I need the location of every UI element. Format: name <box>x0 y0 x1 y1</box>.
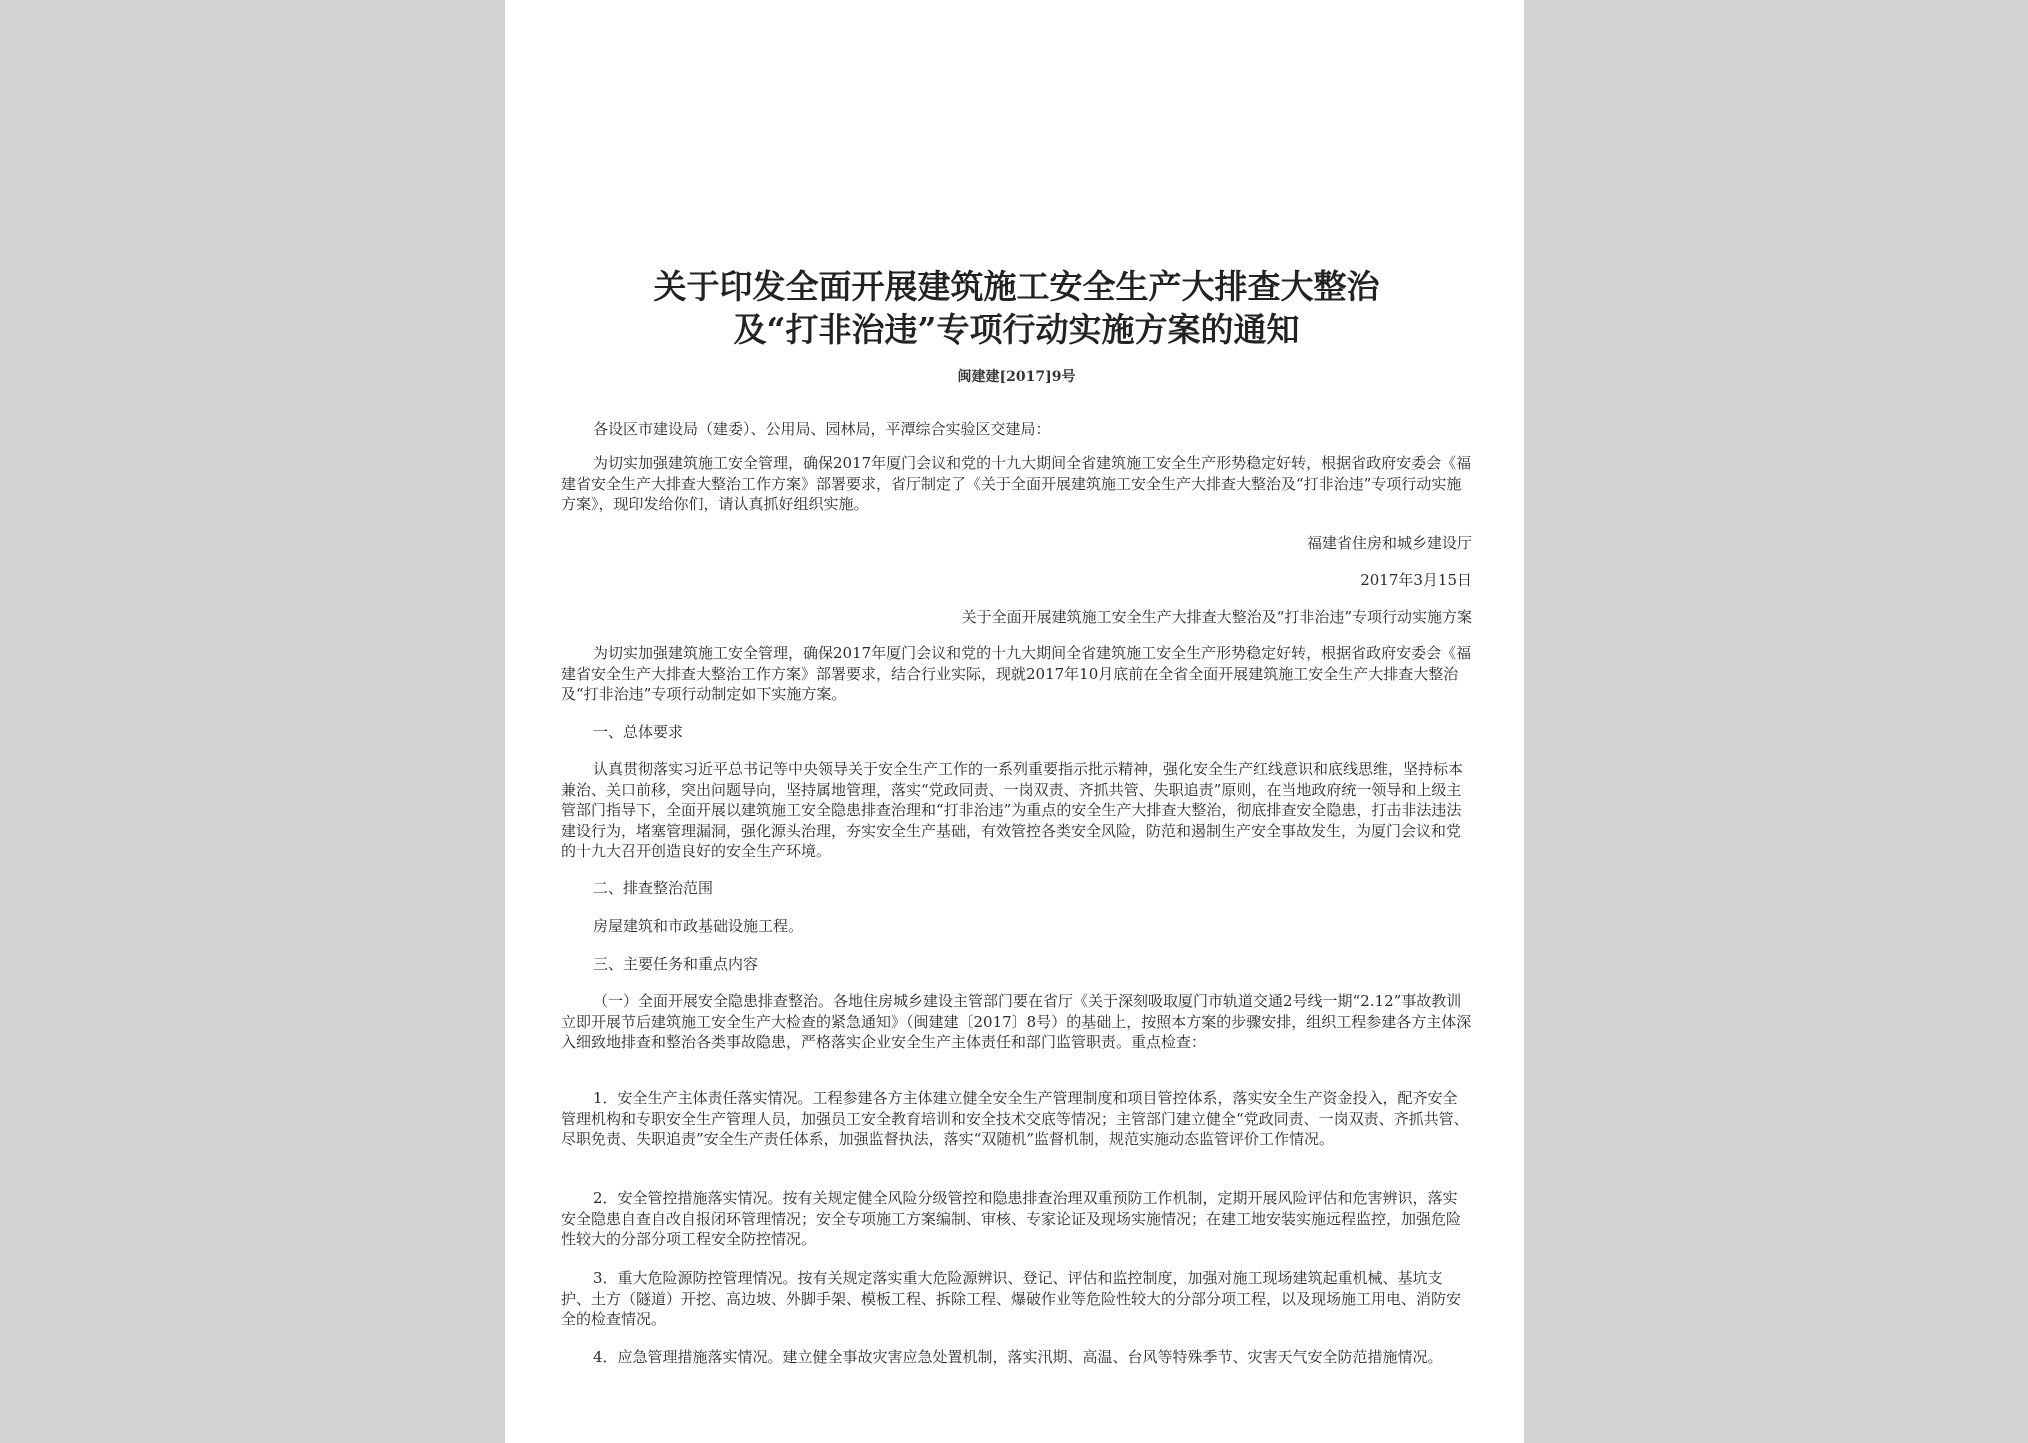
purpose-paragraph: 为切实加强建筑施工安全管理，确保2017年厦门会议和党的十九大期间全省建筑施工安全生产形势稳定好转，根据省政府安委会《福建省安全生产大排查大整治工作方案》部署要求，结合行业实际，现就2017年10月底前在全省全面开展建筑施工安全生产大排查大整治及“打非治违”专项行动制定如下实施方案。 <box>561 644 1472 703</box>
section-2-paragraph: 房屋建筑和市政基础设施工程。 <box>593 917 804 935</box>
salutation: 各设区市建设局（建委）、公用局、园林局，平潭综合实验区交建局： <box>593 420 1051 438</box>
section-heading-3: 三、主要任务和重点内容 <box>593 955 759 973</box>
document-number: 闽建建[2017]9号 <box>957 369 1076 385</box>
section-1-paragraph: 认真贯彻落实习近平总书记等中央领导关于安全生产工作的一系列重要指示批示精神，强化安全生产红线意识和底线思维，坚持标本兼治、关口前移，突出问题导向，坚持属地管理，落实“党政同责、一岗双责、齐抓共管、失职追责”原则，在当地政府统一领导和上级主管部门指导下，全面开展以建筑施工安全隐患排查治理和“打非治违”为重点的安全生产大排查大整治，彻底排查安全隐患，打击非法违法建设行为，堵塞管理漏洞，强化源头治理，夯实安全生产基础，有效管控各类安全风险，防范和遏制生产安全事故发生，为厦门会议和党的十九大召开创造良好的安全生产环境。 <box>561 760 1464 860</box>
intro-paragraph: 为切实加强建筑施工安全管理，确保2017年厦门会议和党的十九大期间全省建筑施工安全生产形势稳定好转，根据省政府安委会《福建省安全生产大排查大整治工作方案》部署要求，省厅制定了《关于全面开展建筑施工安全生产大排查大整治及“打非治违”专项行动实施方案》，现印发给你们，请认真抓好组织实施。 <box>561 454 1472 513</box>
task-item-3: 3．重大危险源防控管理情况。按有关规定落实重大危险源辨识、登记、评估和监控制度，加强对施工现场建筑起重机械、基坑支护、土方（隧道）开挖、高边坡、外脚手架、模板工程、拆除工程、爆破作业等危险性较大的分部分项工程，以及现场施工用电、消防安全的检查情况。 <box>561 1269 1462 1328</box>
attachment-title: 关于全面开展建筑施工安全生产大排查大整治及“打非治违”专项行动实施方案 <box>961 608 1472 626</box>
document-page <box>505 0 1524 1443</box>
task-item-4: 4．应急管理措施落实情况。建立健全事故灾害应急处置机制，落实汛期、高温、台风等特殊季节、灾害天气安全防范措施情况。 <box>593 1348 1443 1366</box>
task-item-1: 1．安全生产主体责任落实情况。工程参建各方主体建立健全安全生产管理制度和项目管控体系，落实安全生产资金投入，配齐安全管理机构和专职安全生产管理人员，加强员工安全教育培训和安全技术交底等情况；主管部门建立健全“党政同责、一岗双责、齐抓共管、尽职免责、失职追责”安全生产责任体系，加强监督执法，落实“双随机”监督机制，规范实施动态监管评价工作情况。 <box>561 1089 1469 1148</box>
document-title-line1: 关于印发全面开展建筑施工安全生产大排查大整治 <box>653 267 1380 306</box>
section-heading-2: 二、排查整治范围 <box>593 879 714 897</box>
task-item-2: 2．安全管控措施落实情况。按有关规定健全风险分级管控和隐患排查治理双重预防工作机制，定期开展风险评估和危害辨识，落实安全隐患自查自改自报闭环管理情况；安全专项施工方案编制、审核、专家论证及现场实施情况；在建工地安装实施远程监控，加强危险性较大的分部分项工程安全防控情况。 <box>561 1189 1462 1248</box>
issue-date: 2017年3月15日 <box>1360 571 1472 589</box>
section-3-paragraph: （一）全面开展安全隐患排查整治。各地住房城乡建设主管部门要在省厅《关于深刻吸取厦门市轨道交通2号线一期“2.12”事故教训立即开展节后建筑施工安全生产大检查的紧急通知》（闽建建〔2017〕8号）的基础上，按照本方案的步骤安排，组织工程参建各方主体深入细致地排查和整治各类事故隐患，严格落实企业安全生产主体责任和部门监管职责。重点检查： <box>561 992 1472 1051</box>
document-title-line2: 及“打非治违”专项行动实施方案的通知 <box>733 310 1300 349</box>
issuer: 福建省住房和城乡建设厅 <box>1306 534 1472 552</box>
section-heading-1: 一、总体要求 <box>593 723 684 741</box>
